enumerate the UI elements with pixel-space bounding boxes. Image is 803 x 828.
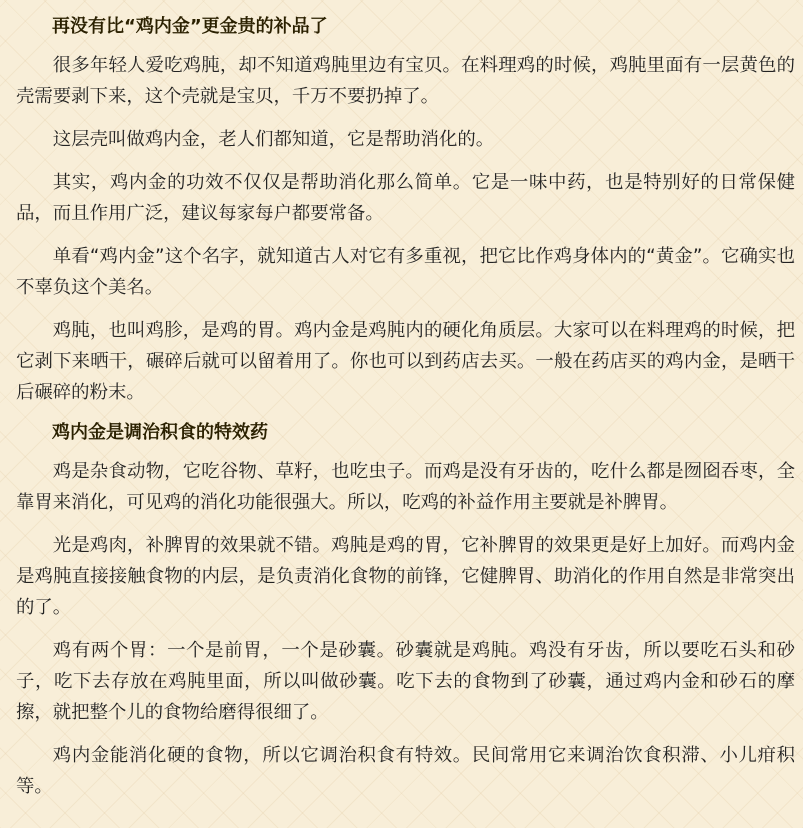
paragraph: 这层壳叫做鸡内金，老人们都知道，它是帮助消化的。	[52, 129, 495, 150]
paragraph: 光是鸡肉，补脾胃的效果就不错。鸡肫是鸡的胃，它补脾胃的效果更是好上加好。而鸡内金是鸡肫直接接触食物的内层，是负责消化食物的前锋，它健脾胃、助消化的作用自然是非常突出的了。	[16, 535, 795, 618]
paragraph: 鸡内金能消化硬的食物，所以它调治积食有特效。民间常用它来调治饮食积滞、小儿疳积等。	[16, 745, 795, 797]
paragraph: 单看“鸡内金”这个名字，就知道古人对它有多重视，把它比作鸡身体内的“黄金”。它确实也不辜负这个美名。	[16, 246, 795, 298]
paragraph: 很多年轻人爱吃鸡肫，却不知道鸡肫里边有宝贝。在料理鸡的时候，鸡肫里面有一层黄色的壳需要剥下来，这个壳就是宝贝，千万不要扔掉了。	[16, 55, 795, 107]
paragraph: 鸡是杂食动物，它吃谷物、草籽，也吃虫子。而鸡是没有牙齿的，吃什么都是囫囵吞枣，全靠胃来消化，可见鸡的消化功能很强大。所以，吃鸡的补益作用主要就是补脾胃。	[16, 461, 795, 513]
section-heading: 再没有比“鸡内金”更金贵的补品了	[52, 16, 328, 37]
paragraph: 其实，鸡内金的功效不仅仅是帮助消化那么简单。它是一味中药，也是特别好的日常保健品，而且作用广泛，建议每家每户都要常备。	[16, 172, 795, 224]
section-heading: 鸡内金是调治积食的特效药	[52, 422, 268, 443]
paragraph: 鸡肫，也叫鸡胗，是鸡的胃。鸡内金是鸡肫内的硬化角质层。大家可以在料理鸡的时候，把它剥下来晒干，碾碎后就可以留着用了。你也可以到药店去买。一般在药店买的鸡内金，是晒干后碾碎的粉末。	[16, 320, 795, 403]
paragraph: 鸡有两个胃：一个是前胃，一个是砂囊。砂囊就是鸡肫。鸡没有牙齿，所以要吃石头和砂子，吃下去存放在鸡肫里面，所以叫做砂囊。吃下去的食物到了砂囊，通过鸡内金和砂石的摩擦，就把整个儿的食物给磨得很细了。	[16, 640, 795, 723]
